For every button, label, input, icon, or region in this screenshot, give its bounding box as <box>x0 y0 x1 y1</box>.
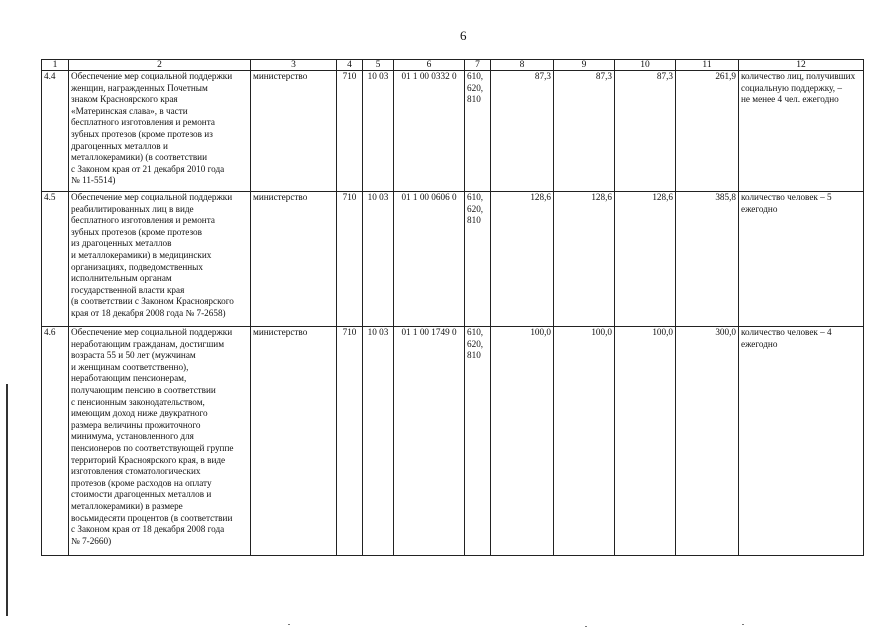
column-header-12: 12 <box>739 60 864 71</box>
row-number: 4.5 <box>42 192 69 327</box>
amount-year-1: 100,0 <box>491 327 554 556</box>
amount-total: 385,8 <box>676 192 739 327</box>
expected-result: количество человек – 4 ежегодно <box>739 327 864 556</box>
header-row <box>42 60 864 71</box>
scan-speck <box>288 624 290 625</box>
vr-codes: 610, 620, 810 <box>465 327 491 556</box>
column-header-8: 8 <box>491 60 554 71</box>
executor: министерство <box>251 192 337 327</box>
grbs-code: 710 <box>337 71 363 192</box>
amount-year-1: 87,3 <box>491 71 554 192</box>
scan-speck <box>585 626 587 627</box>
program-table <box>41 59 864 556</box>
amount-year-1: 128,6 <box>491 192 554 327</box>
measure-description: Обеспечение мер социальной поддержки реабилитированных лиц в виде бесплатного изготовления и ремонта зубных протезов (кроме протезов из драгоценных металлов и металлокерамики) в медицинских организациях, подведомственных исполнительным органам государственной власти края (в соответствии с Законом Красноярского края от 18 декабря 2008 года № 7-2658) <box>69 192 251 327</box>
executor: министерство <box>251 71 337 192</box>
rzpr-code: 10 03 <box>363 71 394 192</box>
vr-codes: 610, 620, 810 <box>465 192 491 327</box>
grbs-code: 710 <box>337 192 363 327</box>
column-header-4: 4 <box>337 60 363 71</box>
amount-year-3: 100,0 <box>615 327 676 556</box>
rzpr-code: 10 03 <box>363 192 394 327</box>
vr-codes: 610, 620, 810 <box>465 71 491 192</box>
row-number: 4.4 <box>42 71 69 192</box>
amount-year-2: 87,3 <box>554 71 615 192</box>
column-header-1: 1 <box>42 60 69 71</box>
scan-margin-line <box>6 384 8 616</box>
column-header-2: 2 <box>69 60 251 71</box>
table-row <box>42 192 864 327</box>
column-header-5: 5 <box>363 60 394 71</box>
amount-year-3: 87,3 <box>615 71 676 192</box>
expected-result: количество лиц, получивших социальную поддержку, – не менее 4 чел. ежегодно <box>739 71 864 192</box>
table-row <box>42 327 864 556</box>
amount-total: 300,0 <box>676 327 739 556</box>
amount-year-2: 128,6 <box>554 192 615 327</box>
column-header-10: 10 <box>615 60 676 71</box>
page-number: 6 <box>460 28 467 43</box>
measure-description: Обеспечение мер социальной поддержки неработающим гражданам, достигшим возраста 55 и 50 лет (мужчинам и женщинам соответственно), неработающим пенсионерам, получающим пенсию в соответствии с пенсионным законодательством, имеющим доход ниже двукратного размера величины прожиточного минимума, установленного для пенсионеров по соответствующей группе территорий Красноярского края, в виде изготовления стоматологических протезов (кроме расходов на оплату стоимости драгоценных металлов и металлокерамики) в размере восьмидесяти процентов (в соответствии с Законом края от 18 декабря 2008 года № 7-2660) <box>69 327 251 556</box>
csr-code: 01 1 00 0332 0 <box>394 71 465 192</box>
column-header-11: 11 <box>676 60 739 71</box>
table-row <box>42 71 864 192</box>
amount-year-2: 100,0 <box>554 327 615 556</box>
csr-code: 01 1 00 0606 0 <box>394 192 465 327</box>
column-header-6: 6 <box>394 60 465 71</box>
expected-result: количество человек – 5 ежегодно <box>739 192 864 327</box>
measure-description: Обеспечение мер социальной поддержки женщин, награжденных Почетным знаком Красноярского края «Материнская слава», в части бесплатного изготовления и ремонта зубных протезов (кроме протезов из драгоценных металлов и металлокерамики) (в соответствии с Законом края от 21 декабря 2010 года № 11-5514) <box>69 71 251 192</box>
executor: министерство <box>251 327 337 556</box>
column-header-9: 9 <box>554 60 615 71</box>
amount-year-3: 128,6 <box>615 192 676 327</box>
row-number: 4.6 <box>42 327 69 556</box>
scan-speck <box>742 624 744 625</box>
rzpr-code: 10 03 <box>363 327 394 556</box>
column-header-3: 3 <box>251 60 337 71</box>
column-header-7: 7 <box>465 60 491 71</box>
csr-code: 01 1 00 1749 0 <box>394 327 465 556</box>
grbs-code: 710 <box>337 327 363 556</box>
amount-total: 261,9 <box>676 71 739 192</box>
